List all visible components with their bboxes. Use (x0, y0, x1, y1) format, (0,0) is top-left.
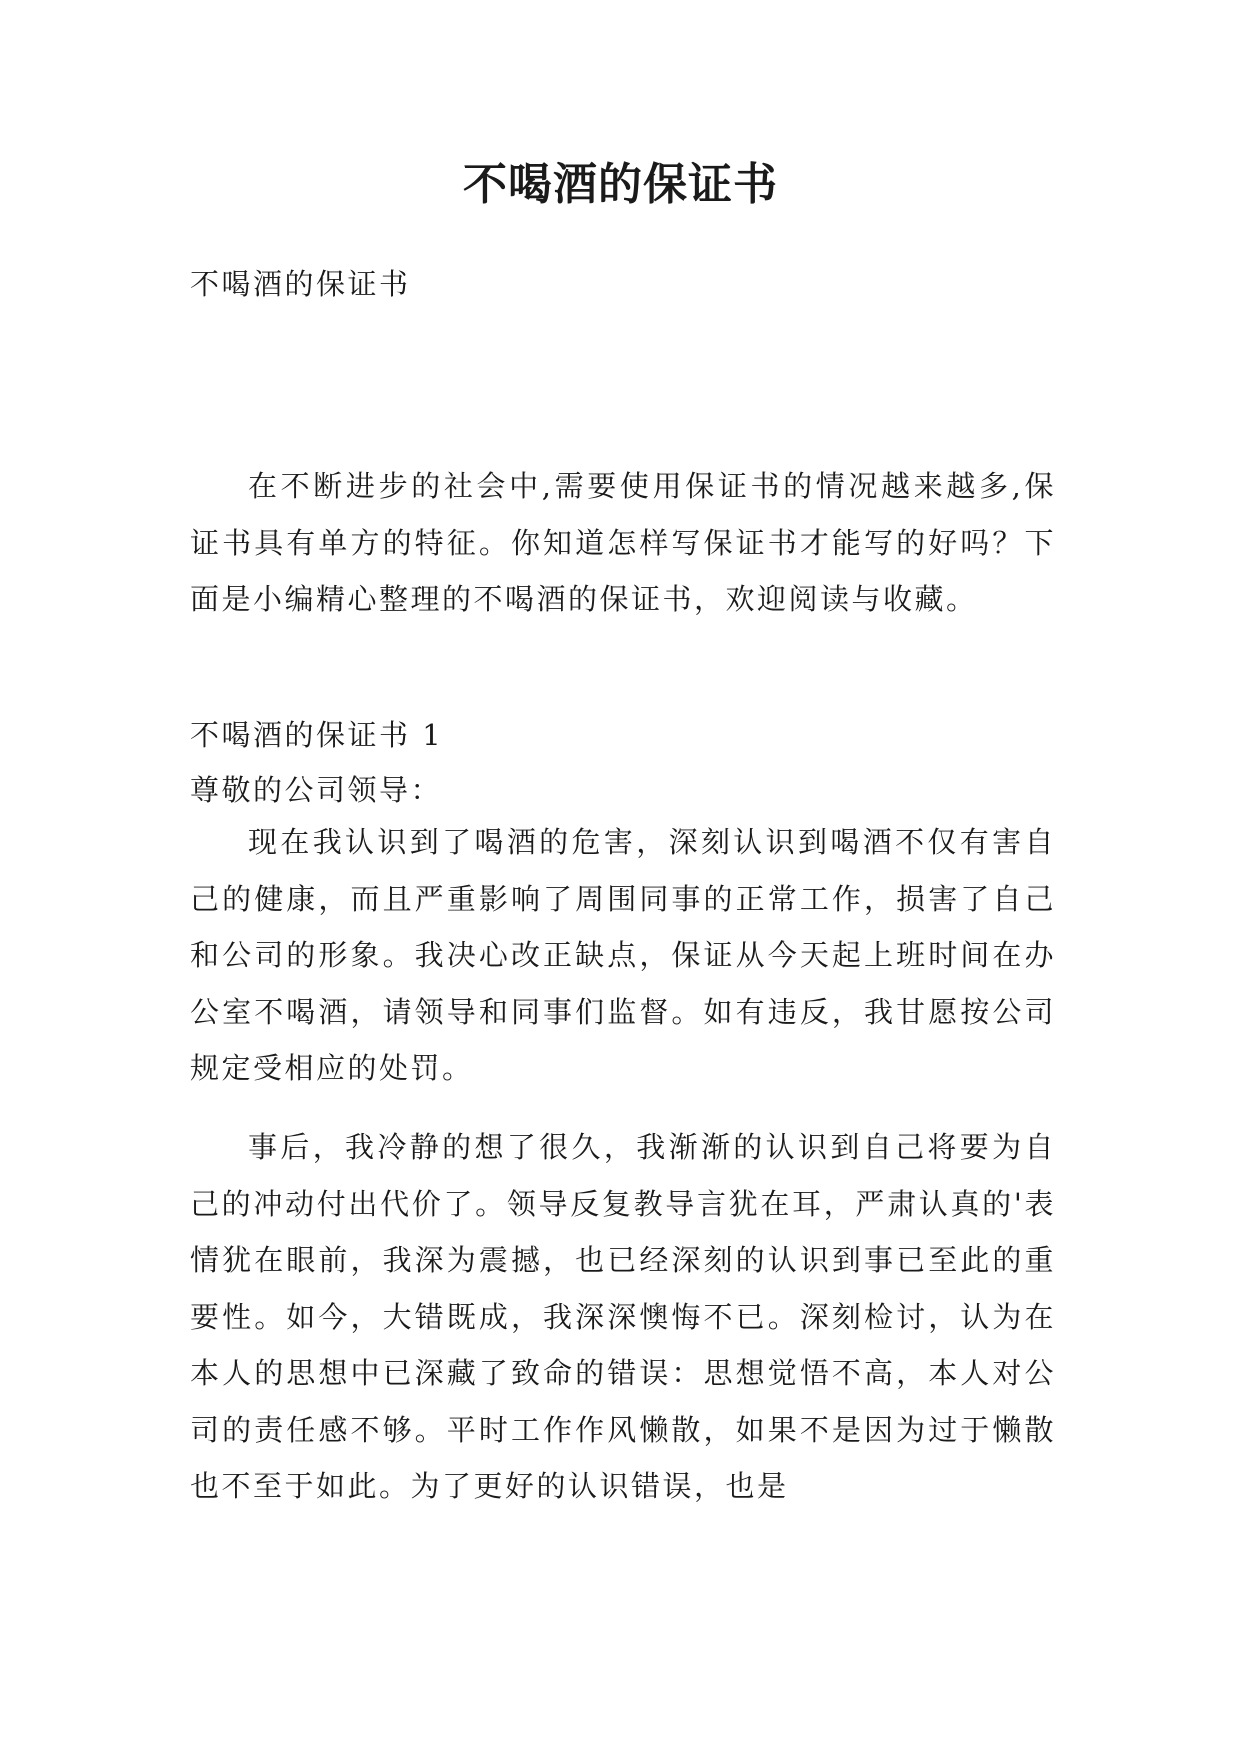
paragraph-2: 事后，我冷静的想了很久，我渐渐的认识到自己将要为自己的冲动付出代价了。领导反复教导言犹在耳，严肃认真的'表情犹在眼前，我深为震撼，也已经深刻的认识到事已至此的重要性。如今，大错既成，我深深懊悔不已。深刻检讨，认为在本人的思想中已深藏了致命的错误：思想觉悟不高，本人对公司的责任感不够。平时工作作风懒散，如果不是因为过于懒散也不至于如此。为了更好的认识错误，也是 (190, 1130, 1056, 1503)
paragraph-1: 现在我认识到了喝酒的危害，深刻认识到喝酒不仅有害自己的健康，而且严重影响了周围同事的正常工作，损害了自己和公司的形象。我决心改正缺点，保证从今天起上班时间在办公室不喝酒，请领导和同事们监督。如有违反，我甘愿按公司规定受相应的处罚。 (190, 825, 1056, 1085)
document-title: 不喝酒的保证书 (463, 159, 778, 210)
salutation: 尊敬的公司领导： (190, 773, 443, 807)
intro-paragraph: 在不断进步的社会中,需要使用保证书的情况越来越多,保证书具有单方的特征。你知道怎样写保证书才能写的好吗？下面是小编精心整理的不喝酒的保证书，欢迎阅读与收藏。 (190, 469, 1056, 616)
document-subtitle: 不喝酒的保证书 (190, 267, 411, 301)
section-heading: 不喝酒的保证书 1 (190, 718, 444, 752)
